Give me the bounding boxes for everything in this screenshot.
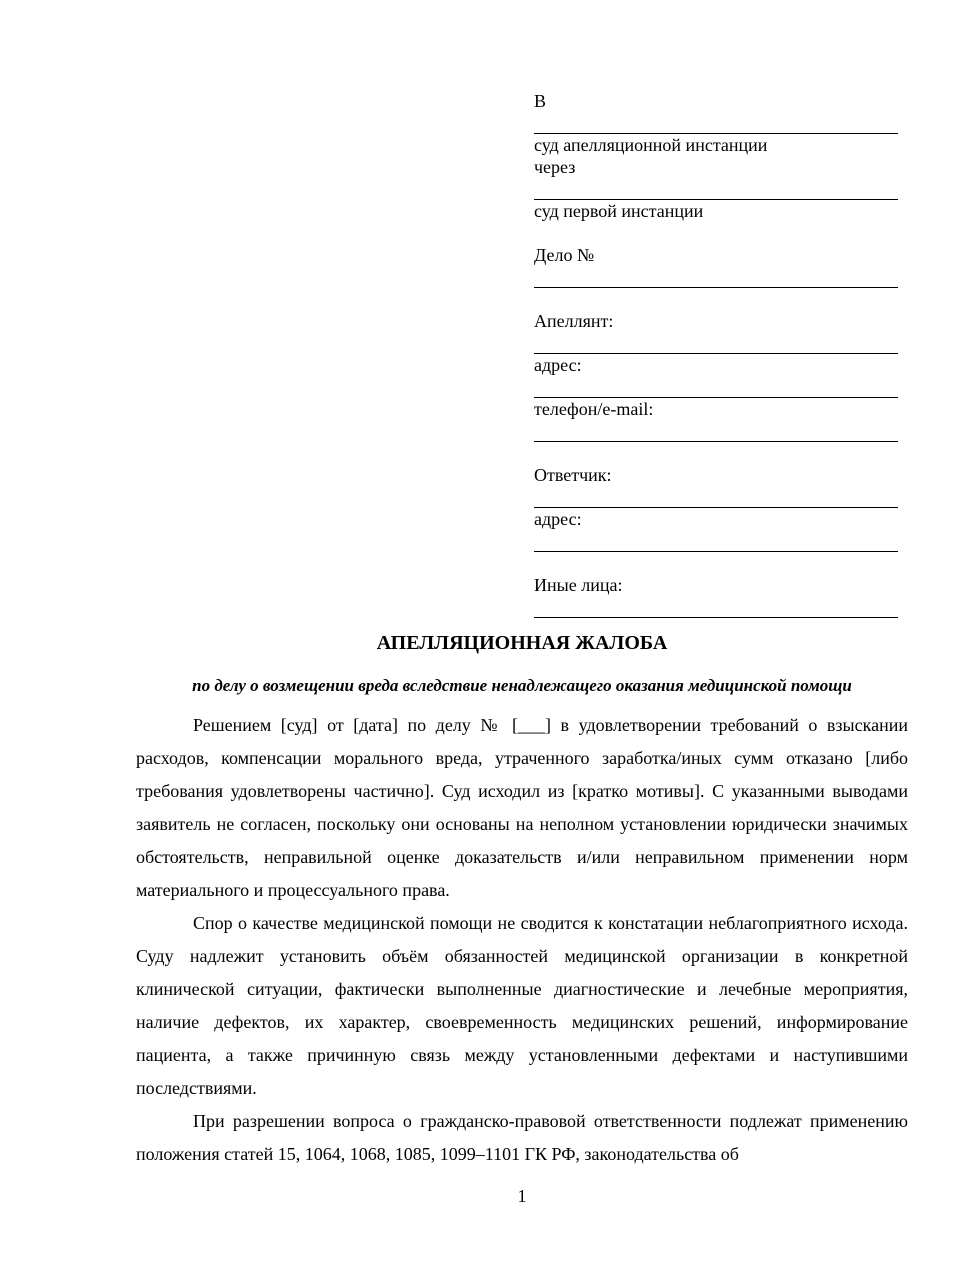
addressee-to-label: В bbox=[534, 91, 547, 111]
document-title: АПЕЛЛЯЦИОННАЯ ЖАЛОБА bbox=[376, 632, 668, 654]
respondent-address-label: адрес: bbox=[534, 509, 582, 529]
paragraph-liability: При разрешении вопроса о гражданско-правовой ответственности подлежат применению положения статей 15, 1064, 1068, 1085, 1099–1101 ГК РФ, законодательства об bbox=[136, 1111, 908, 1164]
first-court-blank-line bbox=[534, 178, 898, 200]
case-number-blank-line bbox=[534, 266, 898, 288]
appellant-contact-label: телефон/e-mail: bbox=[534, 399, 654, 419]
paragraph-medical-quality: Спор о качестве медицинской помощи не сводится к констатации неблагоприятного исхода. Суду надлежит установить объём обязанностей медицинской организации в конкретной клинической ситуации, фактически выполненные диагностические и лечебные мероприятия, наличие дефектов, их характер, своевременность медицинских решений, информирование пациента, а также причинную связь между установленными дефектами и наступившими последствиями. bbox=[136, 913, 908, 1098]
other-parties-label: Иные лица: bbox=[534, 575, 623, 595]
paragraph-decision: Решением [суд] от [дата] по делу № [___] в удовлетворении требований о взыскании расходов, компенсации морального вреда, утраченного заработка/иных сумм отказано [либо требования удовлетворены частично]. Суд исходил из [кратко мотивы]. С указанными выводами заявитель не согласен, поскольку они основаны на неполном установлении юридически значимых обстоятельств, неправильной оценке доказательств и/или неправильном применении норм материального и процессуального права. bbox=[136, 715, 908, 900]
document-body bbox=[136, 709, 908, 1171]
respondent-address-blank-line bbox=[534, 530, 898, 552]
appellant-address-blank-line bbox=[534, 376, 898, 398]
appellant-address-label: адрес: bbox=[534, 355, 582, 375]
via-label: через bbox=[534, 157, 576, 177]
other-parties-blank-line bbox=[534, 596, 898, 618]
appellant-label: Апеллянт: bbox=[534, 311, 614, 331]
appellant-contact-blank-line bbox=[534, 420, 898, 442]
first-court-label: суд первой инстанции bbox=[534, 201, 704, 221]
appeal-court-blank-line bbox=[534, 112, 898, 134]
case-number-label: Дело № bbox=[534, 245, 595, 265]
document-subtitle: по делу о возмещении вреда вследствие ненадлежащего оказания медицинской помощи bbox=[192, 676, 852, 695]
respondent-blank-line bbox=[534, 486, 898, 508]
respondent-label: Ответчик: bbox=[534, 465, 612, 485]
addressee-block bbox=[534, 90, 898, 618]
appellant-blank-line bbox=[534, 332, 898, 354]
appeal-court-label: суд апелляционной инстанции bbox=[534, 135, 768, 155]
page-number: 1 bbox=[517, 1186, 527, 1206]
